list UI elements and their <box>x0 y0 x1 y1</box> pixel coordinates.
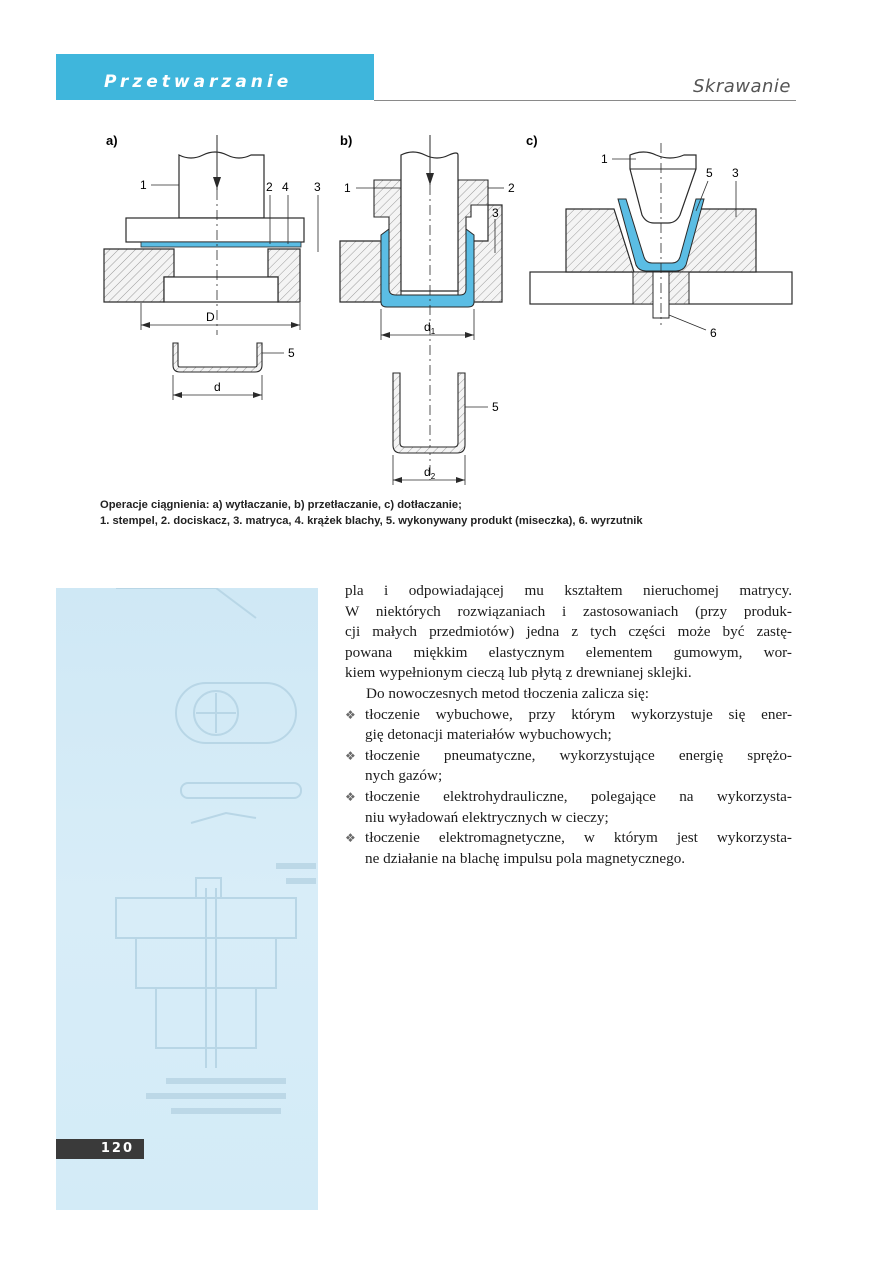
dim-d1: $d_1$ <box>424 320 436 336</box>
paragraph-1-line: pla i odpowiadającej mu kształtem nieruchomej matrycy. <box>345 582 792 599</box>
label-a-2: 2 <box>266 180 273 194</box>
panel-a-label: a) <box>106 133 118 148</box>
label-c-6: 6 <box>710 326 717 340</box>
list-item <box>345 705 792 746</box>
figure-caption <box>100 497 800 529</box>
dim-d2: $d_2$ <box>424 465 436 481</box>
panel-b <box>340 133 515 485</box>
list-item <box>345 828 792 869</box>
label-b-3: 3 <box>492 206 499 220</box>
caption-line-2: 1. stempel, 2. dociskacz, 3. matryca, 4. krążek blachy, 5. wykonywany produkt (miseczka), 6. wyrzutnik <box>100 515 643 527</box>
label-a-1: 1 <box>140 178 147 192</box>
section-title: Przetwarzanie <box>104 72 293 92</box>
paragraph-1-line: kiem wypełnionym cieczą lub płytą z drewnianej sklejki. <box>345 664 692 682</box>
label-c-1: 1 <box>601 152 608 166</box>
label-a-5: 5 <box>288 346 295 360</box>
paragraph-2: Do nowoczesnych metod tłoczenia zalicza się: <box>366 684 649 702</box>
methods-list <box>345 705 792 870</box>
list-item-line: ne działanie na blachę impulsu pola magnetycznego. <box>365 849 686 867</box>
bullet-icon: ❖ <box>345 707 356 722</box>
page-number: 120 <box>56 1139 144 1159</box>
blankholder-a <box>126 218 304 242</box>
body-text <box>345 581 792 869</box>
label-c-3: 3 <box>732 166 739 180</box>
decorative-side-band <box>56 588 318 1210</box>
panel-c-label: c) <box>526 133 538 148</box>
cup-a <box>173 343 262 372</box>
blank-sheet-a <box>141 242 301 247</box>
label-a-3: 3 <box>314 180 321 194</box>
bullet-icon: ❖ <box>345 789 356 804</box>
list-item-line: tłoczenie wybuchowe, przy którym wykorzystuje się ener- <box>365 705 792 723</box>
dim-d: d <box>214 380 221 394</box>
panel-b-label: b) <box>340 133 353 148</box>
label-b-2: 2 <box>508 181 515 195</box>
list-item-line: nych gazów; <box>365 767 443 785</box>
list-item-line: tłoczenie elektrohydrauliczne, polegające na wykorzysta- <box>365 787 792 805</box>
list-item <box>345 787 792 828</box>
cup-b <box>393 373 465 453</box>
paragraph-1-line: powana miękkim elastycznym elementem gumowym, wor- <box>345 643 792 661</box>
list-item-line: niu wyładowań elektrycznych w cieczy; <box>365 808 609 826</box>
bullet-icon: ❖ <box>345 831 356 846</box>
panel-a <box>104 133 321 400</box>
panel-c <box>526 133 792 340</box>
drawing-operations-figure <box>56 125 816 490</box>
dim-D: D <box>206 310 215 324</box>
chapter-title: Skrawanie <box>692 76 791 97</box>
list-item-line: tłoczenie pneumatyczne, wykorzystujące energię sprężo- <box>365 746 792 764</box>
punch-a <box>179 152 264 218</box>
list-item-line: gię detonacji materiałów wybuchowych; <box>365 726 612 744</box>
label-a-4: 4 <box>282 180 289 194</box>
label-b-5: 5 <box>492 400 499 414</box>
header-rule <box>374 100 796 101</box>
caption-line-1: Operacje ciągnienia: a) wytłaczanie, b) przetłaczanie, c) dotłaczanie; <box>100 499 462 511</box>
faded-background-drawing <box>56 588 318 1210</box>
paragraph-1-line: W niektórych rozwiązaniach i zastosowaniach (przy produk- <box>345 602 792 620</box>
paragraph-1-line: cji małych przedmiotów) jedna z tych części może być zastę- <box>345 623 792 641</box>
list-item-line: tłoczenie elektromagnetyczne, w którym jest wykorzysta- <box>365 829 792 847</box>
die-b-left <box>340 241 381 302</box>
list-item <box>345 746 792 787</box>
bullet-icon: ❖ <box>345 748 356 763</box>
punch-c <box>630 152 696 223</box>
paragraph-1 <box>345 581 792 684</box>
label-b-1: 1 <box>344 181 351 195</box>
label-c-5: 5 <box>706 166 713 180</box>
